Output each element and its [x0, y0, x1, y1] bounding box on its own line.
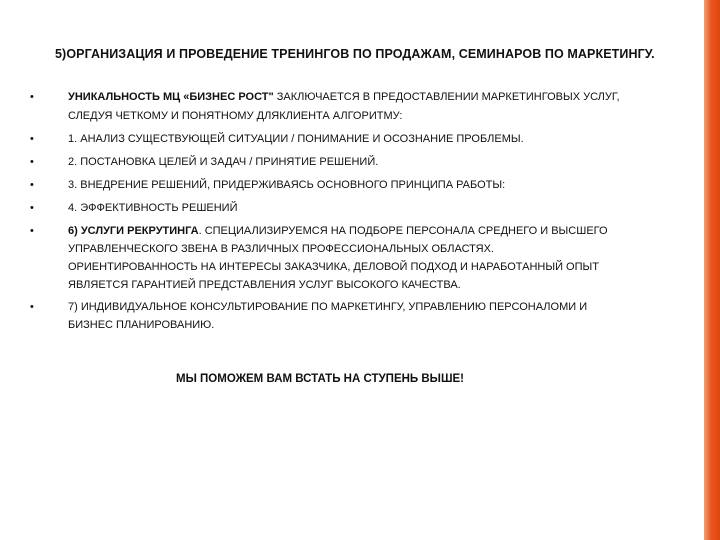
- bullet-dot: •: [30, 201, 34, 214]
- bullet-item-consulting: [24, 298, 624, 334]
- bullet-text: ЗАКЛЮЧАЕТСЯ В ПРЕДОСТАВЛЕНИИ МАРКЕТИНГОВЫХ УСЛУГ, СЛЕДУЯ ЧЕТКОМУ И ПОНЯТНОМУ ДЛЯКЛИЕНТА АЛГОРИТМУ:: [68, 91, 620, 122]
- bullet-lead: 6) УСЛУГИ РЕКРУТИНГА: [68, 224, 199, 237]
- bullet-item-step-1: [24, 130, 624, 149]
- bullet-item-step-4: [24, 199, 624, 218]
- bullet-dot: •: [30, 300, 34, 313]
- bullet-item-uniqueness: [24, 88, 624, 125]
- bullet-dot: •: [30, 155, 34, 168]
- bullet-dot: •: [30, 132, 34, 145]
- bullet-list: [24, 88, 624, 338]
- bullet-text: 3. ВНЕДРЕНИЕ РЕШЕНИЙ, ПРИДЕРЖИВАЯСЬ ОСНОВНОГО ПРИНЦИПА РАБОТЫ:: [68, 178, 506, 191]
- slide-title: 5)ОРГАНИЗАЦИЯ И ПРОВЕДЕНИЕ ТРЕНИНГОВ ПО ПРОДАЖАМ, СЕМИНАРОВ ПО МАРКЕТИНГУ.: [55, 47, 655, 61]
- orange-side-band: [704, 0, 720, 540]
- closing-slogan: МЫ ПОМОЖЕМ ВАМ ВСТАТЬ НА СТУПЕНЬ ВЫШЕ!: [176, 373, 464, 385]
- bullet-dot: •: [30, 91, 34, 103]
- bullet-text: 7) ИНДИВИДУАЛЬНОЕ КОНСУЛЬТИРОВАНИЕ ПО МАРКЕТИНГУ, УПРАВЛЕНИЮ ПЕРСОНАЛОМИ И БИЗНЕС ПЛАНИРОВАНИЮ.: [68, 300, 588, 331]
- bullet-dot: •: [30, 178, 34, 191]
- bullet-text: 2. ПОСТАНОВКА ЦЕЛЕЙ И ЗАДАЧ / ПРИНЯТИЕ РЕШЕНИЙ.: [68, 155, 379, 168]
- bullet-item-recruiting: [24, 222, 624, 294]
- bullet-lead: УНИКАЛЬНОСТЬ МЦ «БИЗНЕС РОСТ": [68, 91, 274, 103]
- bullet-item-step-3: [24, 176, 624, 195]
- bullet-text: . СПЕЦИАЛИЗИРУЕМСЯ НА ПОДБОРЕ ПЕРСОНАЛА СРЕДНЕГО И ВЫСШЕГО УПРАВЛЕНЧЕСКОГО ЗВЕНА В РАЗЛИЧНЫХ ПРОФЕССИОНАЛЬНЫХ ОБЛАСТЯХ. ОРИЕНТИРОВАННОСТЬ НА ИНТЕРЕСЫ ЗАКАЗЧИКА, ДЕЛОВОЙ ПОДХОД И НАРАБОТАННЫЙ ОПЫТ ЯВЛЯЕТСЯ ГАРАНТИЕЙ ПРЕДСТАВЛЕНИЯ УСЛУГ ВЫСОКОГО КАЧЕСТВА.: [68, 224, 608, 291]
- bullet-item-step-2: [24, 153, 624, 172]
- bullet-dot: •: [30, 224, 34, 237]
- bullet-text: 1. АНАЛИЗ СУЩЕСТВУЮЩЕЙ СИТУАЦИИ / ПОНИМАНИЕ И ОСОЗНАНИЕ ПРОБЛЕМЫ.: [68, 132, 524, 145]
- bullet-text: 4. ЭФФЕКТИВНОСТЬ РЕШЕНИЙ: [68, 201, 238, 214]
